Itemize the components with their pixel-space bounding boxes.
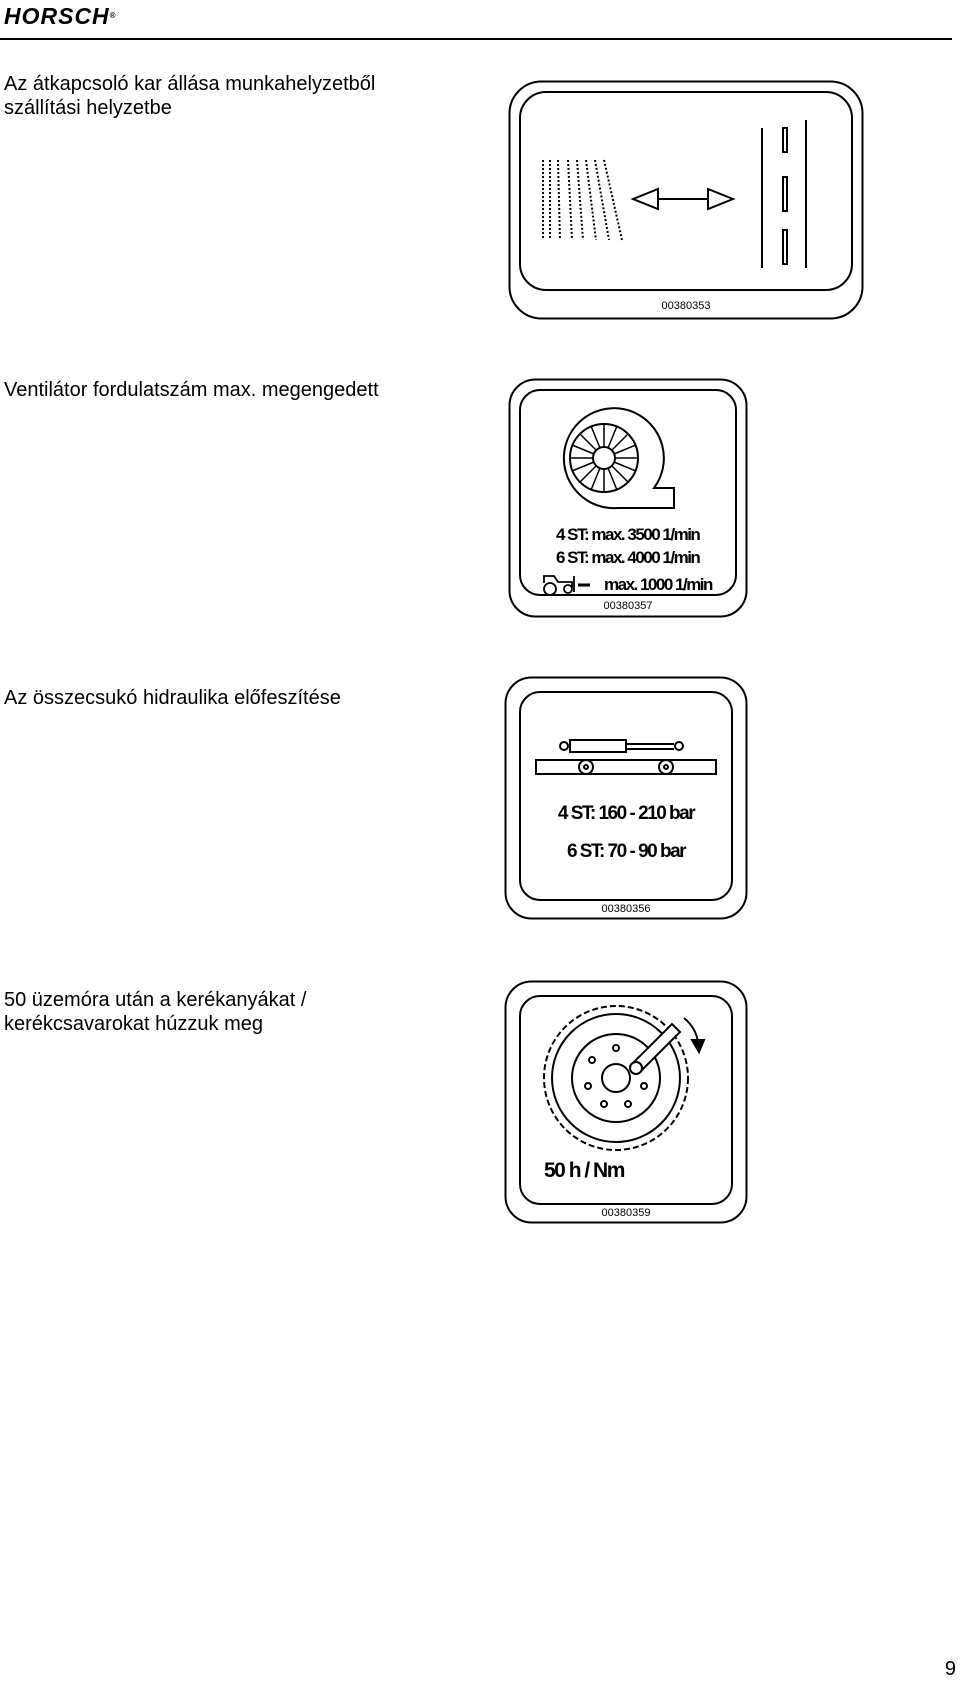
horsch-logo xyxy=(4,4,117,28)
decal-wheel-nuts xyxy=(504,980,748,1224)
decal-code: 00380353 xyxy=(661,300,711,312)
decal-hydraulic-preload xyxy=(504,676,748,920)
page-number: 9 xyxy=(944,1658,956,1680)
caption-line: kerékcsavarokat húzzuk meg xyxy=(4,1013,264,1035)
decal-line: max. 1000 1/min xyxy=(604,575,712,594)
caption-fan-speed xyxy=(4,378,379,402)
decal-line: 6 ST: max. 4000 1/min xyxy=(556,548,700,567)
caption-line: Az összecsukó hidraulika előfeszítése xyxy=(4,687,341,709)
decal-line: 4 ST: 160 - 210 bar xyxy=(557,803,695,824)
decal-code: 00380357 xyxy=(603,600,653,612)
caption-line: 50 üzemóra után a kerékanyákat / xyxy=(4,989,307,1011)
header-rule xyxy=(0,38,952,40)
caption-hydraulic-preload xyxy=(4,686,341,710)
decal-switch-lever xyxy=(508,80,864,320)
caption-line: Ventilátor fordulatszám max. megengedett xyxy=(4,379,379,401)
decal-line: 50 h / Nm xyxy=(544,1159,624,1182)
decal-code: 00380356 xyxy=(601,903,651,915)
decal-line: 6 ST: 70 - 90 bar xyxy=(566,841,686,862)
caption-wheel-nuts xyxy=(4,988,306,1036)
decal-code: 00380359 xyxy=(601,1207,651,1219)
caption-switch-lever xyxy=(4,72,375,120)
logo-text: HORSCH xyxy=(4,3,110,29)
caption-line: szállítási helyzetbe xyxy=(4,97,172,119)
logo-registered-mark: ® xyxy=(109,11,117,20)
decal-line: 4 ST: max. 3500 1/min xyxy=(556,525,700,544)
caption-line: Az átkapcsoló kar állása munkahelyzetből xyxy=(4,73,376,95)
decal-fan-speed xyxy=(508,378,748,618)
